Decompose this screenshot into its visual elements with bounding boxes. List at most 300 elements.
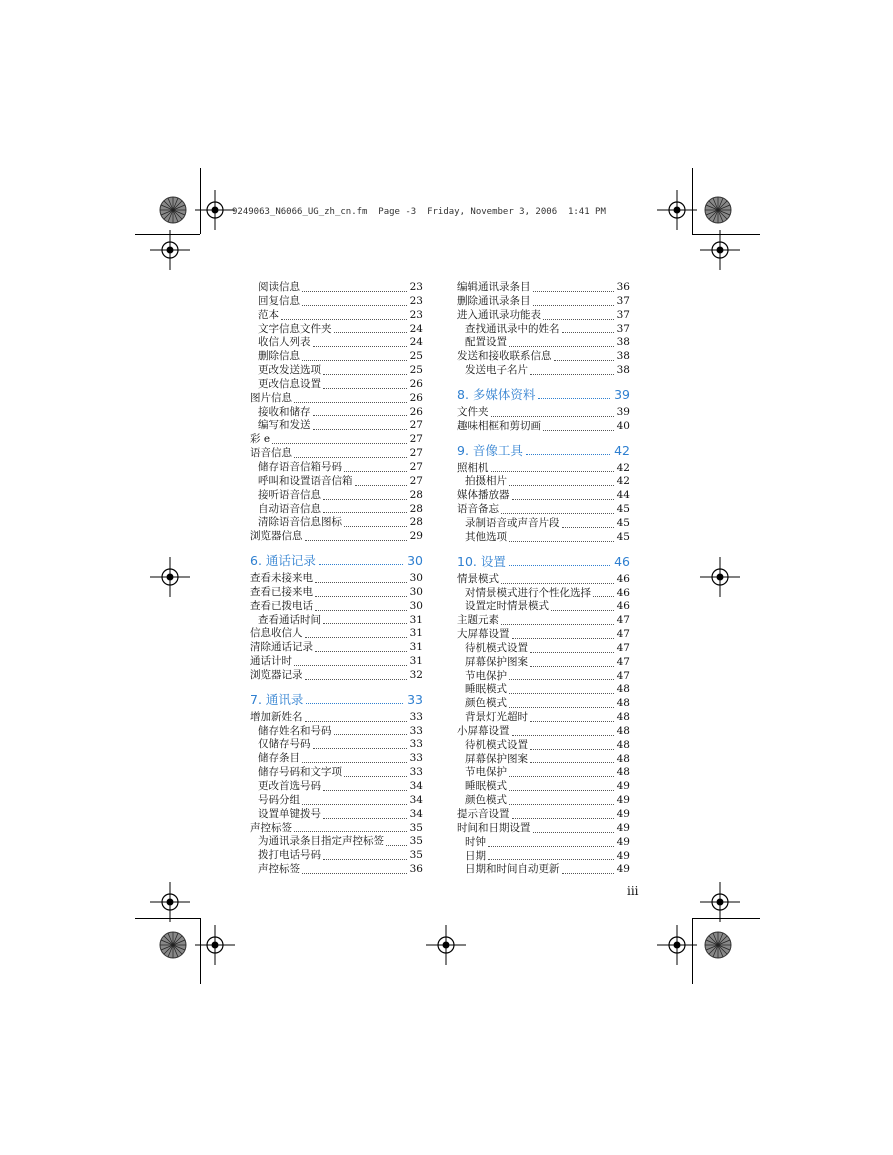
toc-entry-title: 更改信息设置 xyxy=(258,377,321,390)
toc-entry-title: 语音备忘 xyxy=(457,503,499,516)
toc-entry-title: 主题元素 xyxy=(457,614,499,627)
toc-entry xyxy=(457,850,630,864)
toc-entry xyxy=(250,655,423,669)
toc-entry-page: 28 xyxy=(409,488,423,501)
toc-entry-page: 37 xyxy=(616,294,630,307)
dot-leader xyxy=(344,776,407,777)
toc-entry-page: 23 xyxy=(409,294,423,307)
toc-entry-title: 信息收信人 xyxy=(250,627,303,640)
toc-entry xyxy=(457,836,630,850)
dot-leader xyxy=(323,859,407,860)
toc-entry-page: 39 xyxy=(616,405,630,418)
toc-entry-page: 45 xyxy=(616,516,630,529)
toc-entry xyxy=(250,586,423,600)
toc-entry-page: 40 xyxy=(616,419,630,432)
toc-entry-title: 语音信息 xyxy=(250,447,292,460)
dot-leader xyxy=(538,398,610,399)
toc-entry-page: 30 xyxy=(409,572,423,585)
toc-entry xyxy=(250,669,423,683)
toc-column-left xyxy=(250,281,423,877)
toc-entry-title: 范本 xyxy=(258,308,279,321)
toc-entry-page: 47 xyxy=(616,641,630,654)
toc-entry xyxy=(457,822,630,836)
toc-entry-page: 36 xyxy=(409,863,423,876)
dot-leader xyxy=(593,596,614,597)
toc-entry-title: 阅读信息 xyxy=(258,281,300,293)
toc-entry-title: 为通讯录条目指定声控标签 xyxy=(258,835,384,848)
toc-entry-title: 拨打电话号码 xyxy=(258,849,321,862)
toc-entry-title: 睡眠模式 xyxy=(465,780,507,793)
toc-entry-page: 25 xyxy=(409,350,423,363)
toc-entry xyxy=(457,531,630,545)
toc-entry xyxy=(457,420,630,434)
toc-entry-title: 更改发送选项 xyxy=(258,364,321,377)
toc-entry-title: 查看未接来电 xyxy=(250,572,313,585)
toc-entry-page: 46 xyxy=(614,553,630,569)
toc-entry xyxy=(250,447,423,461)
toc-entry-title: 进入通讯录功能表 xyxy=(457,308,541,321)
toc-entry-page: 31 xyxy=(409,655,423,668)
dot-leader xyxy=(313,748,407,749)
toc-entry-page: 48 xyxy=(616,724,630,737)
dot-leader xyxy=(543,319,614,320)
dot-leader xyxy=(509,707,614,708)
dot-leader xyxy=(305,540,407,541)
dot-leader xyxy=(509,776,614,777)
dot-leader xyxy=(281,319,407,320)
toc-entry-page: 26 xyxy=(409,405,423,418)
toc-entry xyxy=(250,364,423,378)
toc-entry xyxy=(250,600,423,614)
toc-entry-page: 38 xyxy=(616,336,630,349)
registration-target-icon xyxy=(657,925,697,965)
toc-entry-title: 对情景模式进行个性化选择 xyxy=(465,586,591,599)
toc-entry xyxy=(457,600,630,614)
toc-entry xyxy=(250,350,423,364)
toc-entry-title: 屏幕保护图案 xyxy=(465,752,528,765)
toc-entry xyxy=(457,295,630,309)
toc-entry-page: 42 xyxy=(614,442,630,458)
toc-entry-page: 24 xyxy=(409,322,423,335)
toc-entry xyxy=(457,670,630,684)
toc-entry-title: 声控标签 xyxy=(258,863,300,876)
toc-entry-page: 30 xyxy=(409,585,423,598)
toc-entry-title: 7. 通讯录 xyxy=(250,691,304,707)
toc-entry-title: 储存姓名和号码 xyxy=(258,724,332,737)
toc-entry-page: 47 xyxy=(616,628,630,641)
dot-leader xyxy=(501,513,614,514)
toc-entry-page: 31 xyxy=(409,641,423,654)
toc-entry xyxy=(250,572,423,586)
toc-entry-title: 日期和时间自动更新 xyxy=(465,863,560,876)
toc-entry-page: 33 xyxy=(407,691,423,707)
toc-entry xyxy=(250,863,423,877)
toc-entry-page: 49 xyxy=(616,821,630,834)
toc-entry-title: 删除信息 xyxy=(258,350,300,363)
toc-entry-title: 更改首选号码 xyxy=(258,780,321,792)
registration-target-icon xyxy=(150,230,190,270)
toc-entry-page: 31 xyxy=(409,613,423,626)
toc-entry-title: 大屏幕设置 xyxy=(457,628,510,641)
toc-entry-title: 查看通话时间 xyxy=(258,613,321,626)
toc-entry-page: 32 xyxy=(409,668,423,681)
toc-entry xyxy=(250,641,423,655)
toc-entry-page: 27 xyxy=(409,419,423,432)
toc-entry xyxy=(250,281,423,295)
toc-entry-title: 文字信息文件夹 xyxy=(258,322,332,335)
toc-entry-page: 28 xyxy=(409,516,423,529)
dot-leader xyxy=(305,637,407,638)
toc-entry-page: 38 xyxy=(616,364,630,377)
page-number: iii xyxy=(627,884,639,898)
toc-entry-title: 颜色模式 xyxy=(465,697,507,710)
toc-entry-page: 30 xyxy=(409,599,423,612)
dot-leader xyxy=(509,679,614,680)
registration-target-icon xyxy=(195,925,235,965)
color-star-target-icon xyxy=(705,197,731,223)
toc-entry xyxy=(250,503,423,517)
toc-entry xyxy=(457,753,630,767)
toc-entry-page: 35 xyxy=(409,835,423,848)
dot-leader xyxy=(562,332,614,333)
toc-entry-title: 接收和储存 xyxy=(258,405,311,418)
toc-entry-title: 配置设置 xyxy=(465,336,507,349)
dot-leader xyxy=(488,846,614,847)
toc-entry-page: 27 xyxy=(409,474,423,487)
toc-entry-page: 44 xyxy=(616,489,630,502)
toc-entry xyxy=(250,433,423,447)
toc-entry xyxy=(250,780,423,794)
dot-leader xyxy=(533,305,614,306)
dot-leader xyxy=(533,832,614,833)
toc-entry-title: 查看已接来电 xyxy=(250,585,313,598)
toc-entry xyxy=(457,475,630,489)
color-star-target-icon xyxy=(705,932,731,958)
dot-leader xyxy=(509,790,614,791)
toc-entry-page: 33 xyxy=(409,752,423,765)
dot-leader xyxy=(509,346,614,347)
dot-leader xyxy=(294,831,407,832)
toc-entry-page: 47 xyxy=(616,669,630,682)
toc-entry-page: 38 xyxy=(616,350,630,363)
toc-entry-title: 8. 多媒体资料 xyxy=(457,386,536,402)
toc-entry-title: 拍摄相片 xyxy=(465,475,507,488)
toc-entry-page: 37 xyxy=(616,322,630,335)
toc-entry-title: 颜色模式 xyxy=(465,794,507,807)
registration-target-icon xyxy=(700,882,740,922)
toc-entry xyxy=(250,475,423,489)
toc-entry xyxy=(250,835,423,849)
dot-leader xyxy=(355,485,407,486)
toc-entry-page: 33 xyxy=(409,766,423,779)
dot-leader xyxy=(323,623,407,624)
file-info-header: 9249063_N6066_UG_zh_cn.fm Page -3 Friday, November 3, 2006 1:41 PM xyxy=(232,207,606,217)
toc-entry xyxy=(250,808,423,822)
toc-entry xyxy=(457,711,630,725)
toc-section-heading xyxy=(457,554,630,570)
toc-entry-page: 49 xyxy=(616,863,630,876)
toc-entry-page: 46 xyxy=(616,572,630,585)
toc-entry-page: 35 xyxy=(409,849,423,862)
dot-leader xyxy=(554,360,614,361)
dot-leader xyxy=(530,721,614,722)
toc-entry-page: 49 xyxy=(616,780,630,793)
toc-entry-title: 浏览器信息 xyxy=(250,530,303,543)
dot-leader xyxy=(315,651,407,652)
toc-entry xyxy=(250,419,423,433)
toc-entry xyxy=(457,573,630,587)
toc-entry-title: 编写和发送 xyxy=(258,419,311,432)
toc-entry xyxy=(457,614,630,628)
toc-entry xyxy=(250,406,423,420)
toc-entry-title: 增加新姓名 xyxy=(250,710,303,723)
toc-entry-title: 发送电子名片 xyxy=(465,364,528,377)
registration-target-icon xyxy=(150,557,190,597)
registration-target-icon xyxy=(700,557,740,597)
toc-entry-page: 25 xyxy=(409,364,423,377)
toc-entry-page: 23 xyxy=(409,308,423,321)
toc-entry-page: 47 xyxy=(616,614,630,627)
toc-entry-page: 46 xyxy=(616,586,630,599)
toc-entry-title: 小屏幕设置 xyxy=(457,724,510,737)
dot-leader xyxy=(323,818,407,819)
toc-entry-title: 储存语音信箱号码 xyxy=(258,460,342,473)
toc-entry xyxy=(250,392,423,406)
toc-entry-page: 45 xyxy=(616,503,630,516)
toc-entry-title: 浏览器记录 xyxy=(250,668,303,681)
dot-leader xyxy=(533,291,614,292)
registration-target-icon xyxy=(426,925,466,965)
dot-leader xyxy=(313,346,407,347)
toc-entry xyxy=(457,587,630,601)
dot-leader xyxy=(530,666,614,667)
toc-entry-title: 背景灯光超时 xyxy=(465,711,528,724)
toc-entry-title: 通话计时 xyxy=(250,655,292,668)
dot-leader xyxy=(313,429,407,430)
toc-entry-title: 节电保护 xyxy=(465,669,507,682)
dot-leader xyxy=(386,845,407,846)
toc-entry-page: 34 xyxy=(409,793,423,806)
toc-entry-title: 呼叫和设置语音信箱 xyxy=(258,474,353,487)
toc-entry-title: 待机模式设置 xyxy=(465,641,528,654)
dot-leader xyxy=(530,749,614,750)
toc-entry xyxy=(457,350,630,364)
dot-leader xyxy=(530,762,614,763)
toc-entry xyxy=(250,822,423,836)
toc-entry-title: 接听语音信息 xyxy=(258,488,321,501)
dot-leader xyxy=(302,762,407,763)
toc-entry-page: 48 xyxy=(616,683,630,696)
toc-entry xyxy=(250,461,423,475)
toc-entry-title: 9. 音像工具 xyxy=(457,442,523,458)
toc-entry-title: 号码分组 xyxy=(258,793,300,806)
toc-entry-page: 33 xyxy=(409,724,423,737)
toc-entry xyxy=(457,503,630,517)
toc-entry-title: 10. 设置 xyxy=(457,553,506,569)
toc-entry-title: 自动语音信息 xyxy=(258,502,321,515)
dot-leader xyxy=(488,859,614,860)
toc-entry xyxy=(457,808,630,822)
dot-leader xyxy=(551,610,614,611)
toc-section-heading xyxy=(250,692,423,708)
toc-entry xyxy=(457,628,630,642)
toc-entry-page: 48 xyxy=(616,752,630,765)
toc-entry xyxy=(457,656,630,670)
registration-target-icon xyxy=(150,882,190,922)
toc-entry xyxy=(457,766,630,780)
dot-leader xyxy=(509,541,614,542)
toc-entry-page: 28 xyxy=(409,502,423,515)
dot-leader xyxy=(323,374,407,375)
toc-entry-page: 49 xyxy=(616,835,630,848)
dot-leader xyxy=(344,471,407,472)
toc-entry-title: 查看已拨电话 xyxy=(250,599,313,612)
toc-entry-page: 27 xyxy=(409,433,423,446)
dot-leader xyxy=(294,402,407,403)
toc-section-heading xyxy=(457,443,630,459)
toc-entry xyxy=(250,725,423,739)
toc-entry xyxy=(250,849,423,863)
dot-leader xyxy=(562,527,614,528)
toc-entry-page: 42 xyxy=(616,461,630,474)
toc-entry xyxy=(457,683,630,697)
toc-entry xyxy=(250,489,423,503)
toc-entry xyxy=(250,614,423,628)
toc-entry-title: 待机模式设置 xyxy=(465,738,528,751)
dot-leader xyxy=(302,804,407,805)
toc-entry-title: 提示音设置 xyxy=(457,808,510,820)
dot-leader xyxy=(306,703,403,704)
toc-entry-page: 34 xyxy=(409,780,423,792)
toc-entry-page: 49 xyxy=(616,794,630,807)
dot-leader xyxy=(491,471,614,472)
toc-entry-title: 日期 xyxy=(465,849,486,862)
dot-leader xyxy=(302,305,407,306)
toc-entry-page: 33 xyxy=(409,710,423,723)
toc-entry xyxy=(250,530,423,544)
dot-leader xyxy=(501,624,614,625)
dot-leader xyxy=(323,790,407,791)
toc-entry-title: 情景模式 xyxy=(457,572,499,585)
dot-leader xyxy=(530,374,614,375)
toc-entry xyxy=(457,863,630,877)
toc-entry xyxy=(250,752,423,766)
toc-entry xyxy=(250,711,423,725)
dot-leader xyxy=(344,526,407,527)
dot-leader xyxy=(509,693,614,694)
dot-leader xyxy=(526,454,610,455)
toc-entry xyxy=(457,642,630,656)
dot-leader xyxy=(305,721,407,722)
toc-entry-page: 49 xyxy=(616,808,630,820)
registration-target-icon xyxy=(657,190,697,230)
toc-entry-title: 收信人列表 xyxy=(258,336,311,349)
toc-entry-title: 节电保护 xyxy=(465,766,507,779)
toc-entry-title: 时间和日期设置 xyxy=(457,821,531,834)
dot-leader xyxy=(302,873,407,874)
dot-leader xyxy=(294,457,407,458)
toc-entry-title: 趣味相框和剪切画 xyxy=(457,419,541,432)
toc-entry-title: 储存条目 xyxy=(258,752,300,765)
toc-entry xyxy=(250,627,423,641)
toc-entry xyxy=(457,780,630,794)
toc-entry-title: 图片信息 xyxy=(250,391,292,404)
dot-leader xyxy=(302,291,407,292)
toc-entry xyxy=(457,462,630,476)
dot-leader xyxy=(315,596,407,597)
toc-entry-page: 39 xyxy=(614,386,630,402)
toc-entry xyxy=(250,295,423,309)
dot-leader xyxy=(305,679,407,680)
toc-entry-title: 查找通讯录中的姓名 xyxy=(465,322,560,335)
toc-entry xyxy=(457,725,630,739)
toc-entry-title: 文件夹 xyxy=(457,405,489,418)
toc-entry xyxy=(457,364,630,378)
toc-entry-page: 35 xyxy=(409,821,423,834)
dot-leader xyxy=(294,665,407,666)
toc-entry-page: 30 xyxy=(407,553,423,569)
toc-entry xyxy=(457,489,630,503)
dot-leader xyxy=(509,804,614,805)
toc-entry-page: 37 xyxy=(616,308,630,321)
toc-entry-page: 48 xyxy=(616,738,630,751)
toc-entry-page: 27 xyxy=(409,460,423,473)
toc-entry-title: 发送和接收联系信息 xyxy=(457,350,552,363)
toc-entry xyxy=(250,378,423,392)
dot-leader xyxy=(334,332,407,333)
toc-entry xyxy=(457,281,630,295)
toc-entry-title: 仅储存号码 xyxy=(258,738,311,751)
toc-entry-page: 26 xyxy=(409,377,423,390)
toc-entry xyxy=(457,406,630,420)
toc-column-right xyxy=(457,281,630,877)
toc-entry-page: 42 xyxy=(616,475,630,488)
toc-entry-title: 录制语音或声音片段 xyxy=(465,516,560,529)
toc-entry xyxy=(457,517,630,531)
toc-entry-page: 33 xyxy=(409,738,423,751)
toc-entry-page: 49 xyxy=(616,849,630,862)
dot-leader xyxy=(512,638,614,639)
toc-entry-page: 24 xyxy=(409,336,423,349)
registration-target-icon xyxy=(700,230,740,270)
toc-section-heading xyxy=(250,553,423,569)
dot-leader xyxy=(512,735,614,736)
toc-entry-title: 其他选项 xyxy=(465,530,507,543)
toc-entry-title: 媒体播放器 xyxy=(457,489,510,502)
toc-entry xyxy=(250,766,423,780)
dot-leader xyxy=(313,415,407,416)
toc-entry-page: 48 xyxy=(616,697,630,710)
toc-entry-page: 31 xyxy=(409,627,423,640)
dot-leader xyxy=(319,564,403,565)
toc-entry-title: 设置定时情景模式 xyxy=(465,600,549,613)
color-star-target-icon xyxy=(160,932,186,958)
dot-leader xyxy=(323,512,407,513)
toc-entry-page: 36 xyxy=(616,281,630,293)
toc-entry-page: 26 xyxy=(409,391,423,404)
toc-entry xyxy=(457,697,630,711)
toc-entry-page: 45 xyxy=(616,530,630,543)
toc-entry-title: 照相机 xyxy=(457,461,489,474)
dot-leader xyxy=(323,388,407,389)
toc-entry-title: 设置单键拨号 xyxy=(258,807,321,820)
toc-entry-page: 47 xyxy=(616,655,630,668)
toc-entry xyxy=(250,323,423,337)
dot-leader xyxy=(509,485,614,486)
toc-section-heading xyxy=(457,387,630,403)
dot-leader xyxy=(543,430,614,431)
toc-entry-page: 34 xyxy=(409,807,423,820)
